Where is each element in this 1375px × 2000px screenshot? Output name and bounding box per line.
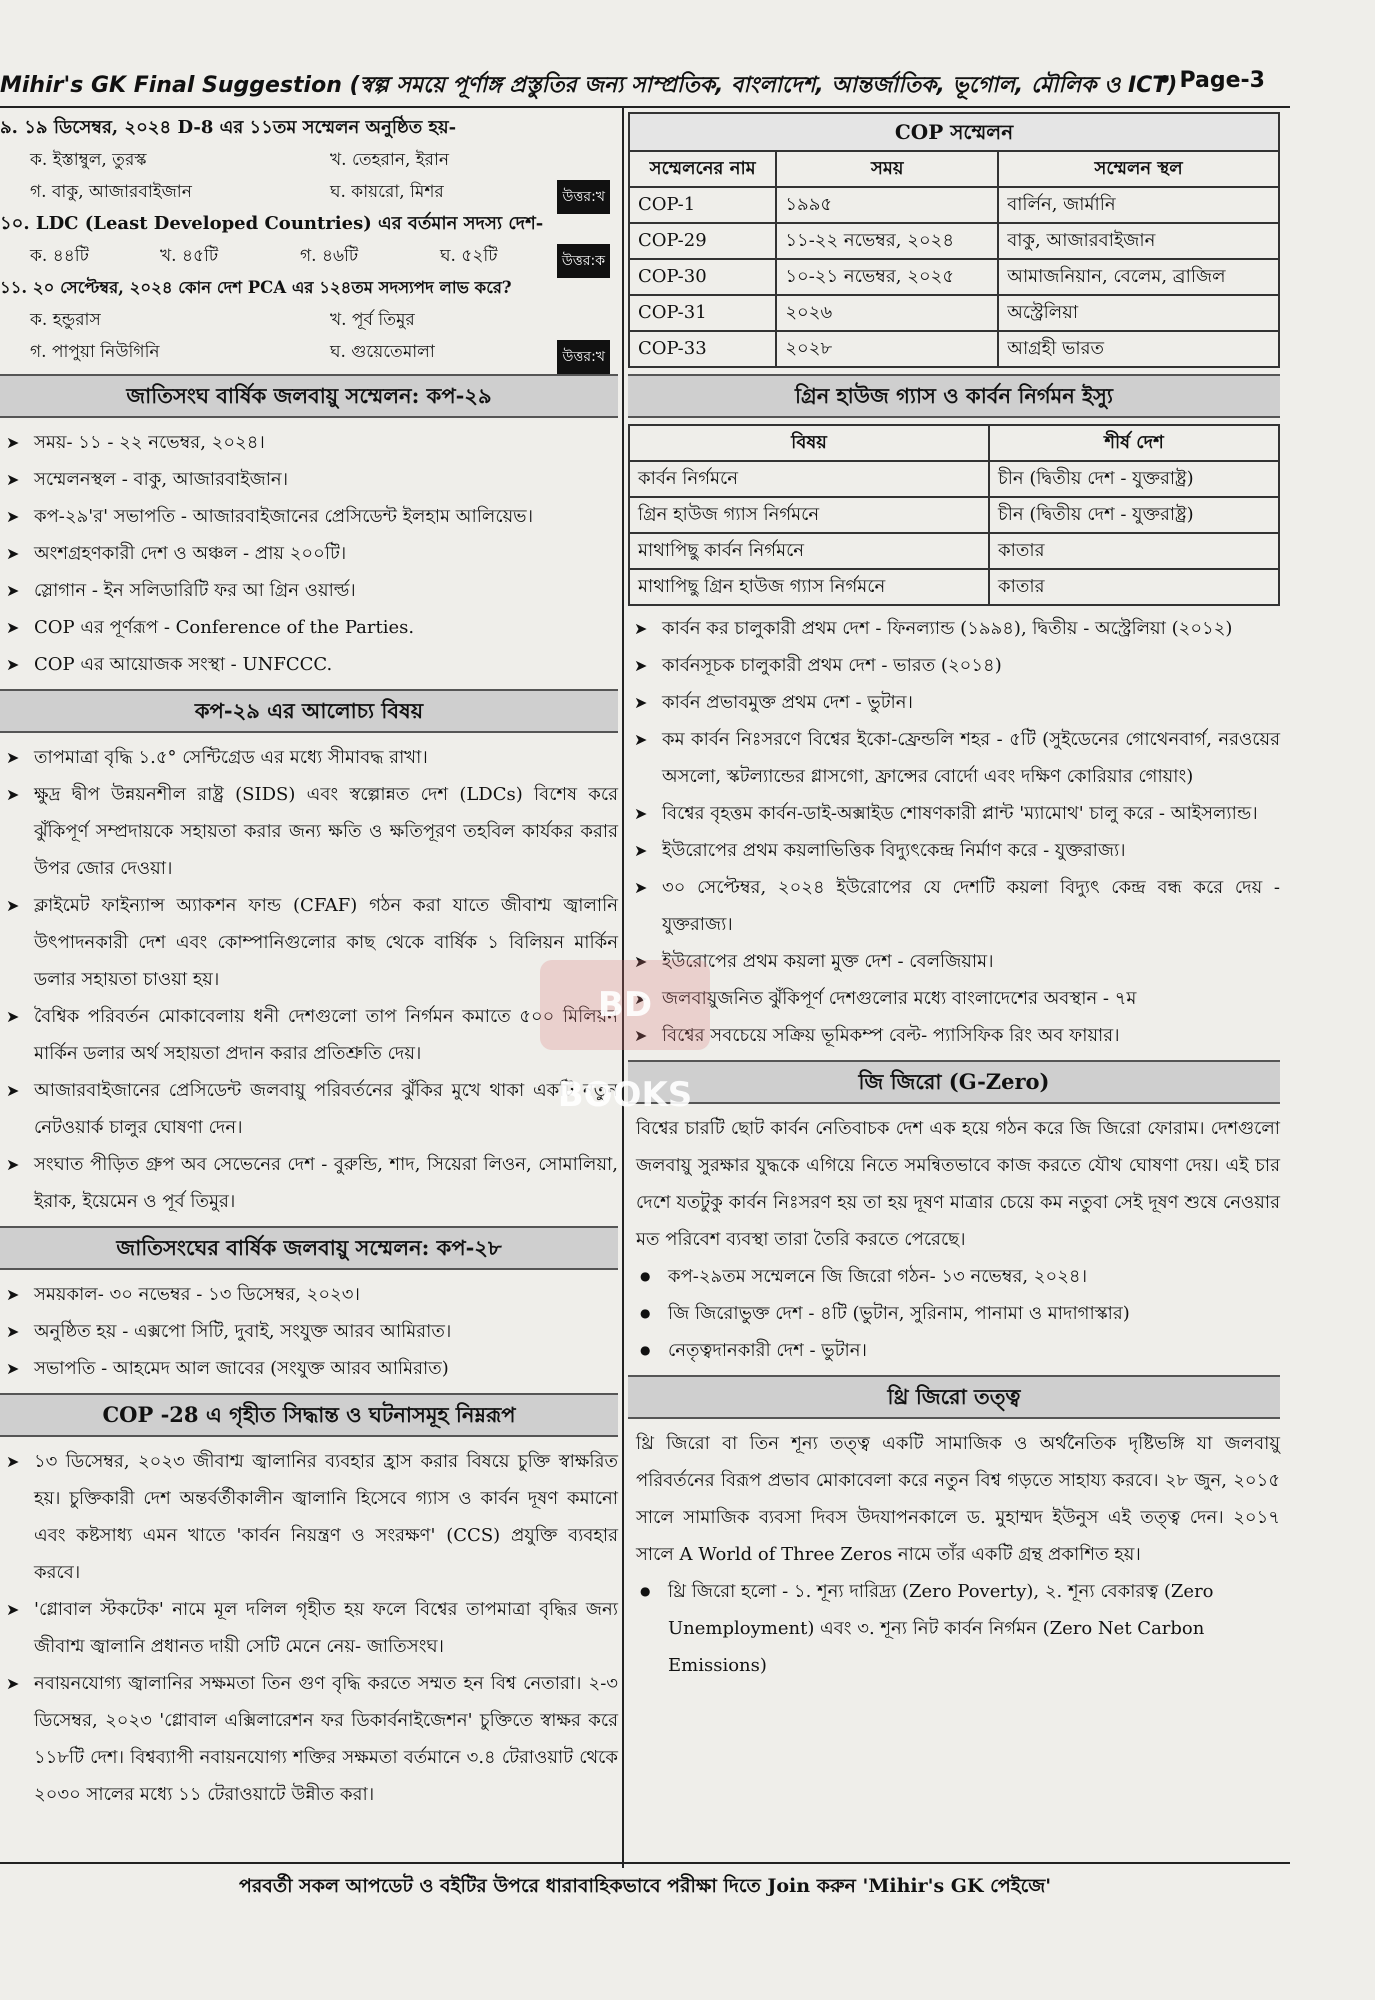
- list-item: ➤ COP এর পূর্ণরূপ - Conference of the Parties.: [0, 609, 618, 646]
- table-header-row: সম্মেলনের নাম সময় সম্মেলন স্থল: [629, 151, 1279, 187]
- list-item: ➤ তাপমাত্রা বৃদ্ধি ১.৫° সেন্টিগ্রেড এর মধ্যে সীমাবদ্ধ রাখা।: [0, 739, 618, 776]
- answer-badge: উত্তর:খ: [557, 340, 610, 374]
- cop-table: [628, 150, 1280, 368]
- answer-badge: উত্তর:ক: [557, 244, 610, 278]
- cop29-list: [0, 424, 618, 683]
- cop-table-title: COP সম্মেলন: [628, 112, 1280, 150]
- table-row: কার্বন নির্গমনে চীন (দ্বিতীয় দেশ - যুক্তরাষ্ট্র): [629, 461, 1279, 497]
- table-row: COP-31 ২০২৬ অস্ট্রেলিয়া: [629, 295, 1279, 331]
- list-item: ➤ ইউরোপের প্রথম কয়লাভিত্তিক বিদ্যুৎকেন্দ্র নির্মাণ করে - যুক্তরাজ্য।: [628, 832, 1280, 869]
- list-item: ➤ ৩০ সেপ্টেম্বর, ২০২৪ ইউরোপের যে দেশটি কয়লা বিদ্যুৎ কেন্দ্র বন্ধ করে দেয় - যুক্তরাজ্য।: [628, 869, 1280, 943]
- list-item: ➤ সময়কাল- ৩০ নভেম্বর - ১৩ ডিসেম্বর, ২০২৩।: [0, 1276, 618, 1313]
- three-zero-heading: থ্রি জিরো তত্ত্ব: [628, 1375, 1280, 1419]
- gzero-list: [628, 1258, 1280, 1369]
- cop28-decisions-list: [0, 1443, 618, 1813]
- list-item: ➤ 'গ্লোবাল স্টকটেক' নামে মূল দলিল গৃহীত হয় ফলে বিশ্বের তাপমাত্রা বৃদ্ধির জন্য জীবাশ্ম জ্বালানি প্রধানত দায়ী সেটি মেনে নেয়- জাতিসংঘ।: [0, 1591, 618, 1665]
- list-item: ➤ সংঘাত পীড়িত গ্রুপ অব সেভেনের দেশ - বুরুন্ডি, শাদ, সিয়েরা লিওন, সোমালিয়া, ইরাক, ইয়েমেন ও পূর্ব তিমুর।: [0, 1146, 618, 1220]
- table-row: গ্রিন হাউজ গ্যাস নির্গমনে চীন (দ্বিতীয় দেশ - যুক্তরাষ্ট্র): [629, 497, 1279, 533]
- cop28-decisions-heading: COP -28 এ গৃহীত সিদ্ধান্ত ও ঘটনাসমূহ নিম্নরূপ: [0, 1393, 618, 1437]
- mcq-block: [0, 112, 618, 368]
- page-header: [0, 68, 1265, 105]
- mcq-question-2: ১০. LDC (Least Developed Countries) এর বর্তমান সদস্য দেশ- ক. ৪৪টি খ. ৪৫টি গ. ৪৬টি ঘ. ৫২টি উত্তর:ক: [0, 208, 618, 272]
- list-item: ➤ সময়- ১১ - ২২ নভেম্বর, ২০২৪।: [0, 424, 618, 461]
- list-item: ➤ ইউরোপের প্রথম কয়লা মুক্ত দেশ - বেলজিয়াম।: [628, 943, 1280, 980]
- carbon-facts-list: [628, 610, 1280, 1054]
- answer-badge: উত্তর:খ: [557, 180, 610, 214]
- list-item: ➤ আজারবাইজানের প্রেসিডেন্ট জলবায়ু পরিবর্তনের ঝুঁকির মুখে থাকা একটি নতুন নেটওয়ার্ক চালুর ঘোষণা দেন।: [0, 1072, 618, 1146]
- cop29-topics-heading: কপ-২৯ এর আলোচ্য বিষয়: [0, 689, 618, 733]
- list-item: ● জি জিরোভুক্ত দেশ - ৪টি (ভুটান, সুরিনাম, পানামা ও মাদাগাস্কার): [628, 1295, 1280, 1332]
- table-row: COP-1 ১৯৯৫ বার্লিন, জার্মানি: [629, 187, 1279, 223]
- list-item: ➤ কার্বন কর চালুকারী প্রথম দেশ - ফিনল্যান্ড (১৯৯৪), দ্বিতীয় - অস্ট্রেলিয়া (২০১২): [628, 610, 1280, 647]
- gzero-paragraph: বিশ্বের চারটি ছোট কার্বন নেতিবাচক দেশ এক হয়ে গঠন করে জি জিরো ফোরাম। দেশগুলো জলবায়ু সুরক্ষার যুদ্ধকে এগিয়ে নিতে সমন্বিতভাবে কাজ করতে যৌথ ঘোষণা দেয়। এই চার দেশে যতটুকু কার্বন নিঃসরণ হয় তা হয় দূষণ মাত্রার চেয়ে কম নতুবা সেই দূষণ শুষে নেওয়ার মত পরিবেশ ব্যবস্থা তারা তৈরি করতে পেরেছে।: [636, 1118, 1280, 1250]
- list-item: ➤ অনুষ্ঠিত হয় - এক্সপো সিটি, দুবাই, সংযুক্ত আরব আমিরাত।: [0, 1313, 618, 1350]
- list-item: ➤ নবায়নযোগ্য জ্বালানির সক্ষমতা তিন গুণ বৃদ্ধি করতে সম্মত হন বিশ্ব নেতারা। ২-৩ ডিসেম্বর, ২০২৩ 'গ্লোবাল এক্সিলারেশন ফর ডিকার্বনাইজেশন' চুক্তিতে স্বাক্ষর করে ১১৮টি দেশ। বিশ্বব্যাপী নবায়নযোগ্য শক্তির সক্ষমতা বর্তমানে ৩.৪ টেরাওয়াট থেকে ২০৩০ সালের মধ্যে ১১ টেরাওয়াটে উন্নীত করা।: [0, 1665, 618, 1813]
- list-item: ➤ কার্বনসূচক চালুকারী প্রথম দেশ - ভারত (২০১৪): [628, 647, 1280, 684]
- table-row: COP-33 ২০২৮ আগ্রহী ভারত: [629, 331, 1279, 367]
- table-row: মাথাপিছু কার্বন নির্গমনে কাতার: [629, 533, 1279, 569]
- list-item: ➤ ক্লাইমেট ফাইন্যান্স অ্যাকশন ফান্ড (CFAF) গঠন করা যাতে জীবাশ্ম জ্বালানি উৎপাদনকারী দেশ এবং কোম্পানিগুলোর কাছ থেকে বার্ষিক ১ বিলিয়ন মার্কিন ডলার সহায়তা চাওয়া হয়।: [0, 887, 618, 998]
- table-row: COP-29 ১১-২২ নভেম্বর, ২০২৪ বাকু, আজারবাইজান: [629, 223, 1279, 259]
- list-item: ➤ সভাপতি - আহমেদ আল জাবের (সংযুক্ত আরব আমিরাত): [0, 1350, 618, 1387]
- list-item: ➤ কার্বন প্রভাবমুক্ত প্রথম দেশ - ভুটান।: [628, 684, 1280, 721]
- list-item: ➤ ১৩ ডিসেম্বর, ২০২৩ জীবাশ্ম জ্বালানির ব্যবহার হ্রাস করার বিষয়ে চুক্তি স্বাক্ষরিত হয়। চুক্তিকারী দেশ অন্তর্বর্তীকালীন জ্বালানি হিসেবে গ্যাস ও কার্বন দূষণ কমানো এবং কষ্টসাধ্য এমন খাতে 'কার্বন নিয়ন্ত্রণ ও সংরক্ষণ' (CCS) প্রযুক্তি ব্যবহার করবে।: [0, 1443, 618, 1591]
- header-rule: [0, 106, 1290, 108]
- list-item: ➤ COP এর আয়োজক সংস্থা - UNFCCC.: [0, 646, 618, 683]
- page-footer: পরবর্তী সকল আপডেট ও বইটির উপরে ধারাবাহিকভাবে পরীক্ষা দিতে Join করুন 'Mihir's GK পেইজে': [0, 1862, 1290, 1908]
- three-zero-paragraph: থ্রি জিরো বা তিন শূন্য তত্ত্ব একটি সামাজিক ও অর্থনৈতিক দৃষ্টিভঙ্গি যা জলবায়ু পরিবর্তনের বিরূপ প্রভাব মোকাবেলা করে নতুন বিশ্ব গড়তে সাহায্য করবে। ২৮ জুন, ২০১৫ সালে সামাজিক ব্যবসা দিবস উদযাপনকালে ড. মুহাম্মদ ইউনুস এই তত্ত্ব দেন। ২০১৭ সালে A World of Three Zeros নামে তাঁর একটি গ্রন্থ প্রকাশিত হয়।: [636, 1433, 1280, 1565]
- watermark-logo: BD BOOKS: [540, 960, 710, 1050]
- cop29-heading: জাতিসংঘ বার্ষিক জলবায়ু সম্মেলন: কপ-২৯: [0, 374, 618, 418]
- cop28-heading: জাতিসংঘের বার্ষিক জলবায়ু সম্মেলন: কপ-২৮: [0, 1226, 618, 1270]
- list-item: ● নেতৃত্বদানকারী দেশ - ভুটান।: [628, 1332, 1280, 1369]
- list-item: ➤ বিশ্বের বৃহত্তম কার্বন-ডাই-অক্সাইড শোষণকারী প্লান্ট 'ম্যামোথ' চালু করে - আইসল্যান্ড।: [628, 795, 1280, 832]
- header-title: Mihir's GK Final Suggestion (স্বল্প সময়ে পূর্ণাঙ্গ প্রস্তুতির জন্য সাম্প্রতিক, বাংলাদেশ, আন্তর্জাতিক, ভূগোল, মৌলিক ও ICT): [0, 73, 1178, 98]
- list-item: ➤ অংশগ্রহণকারী দেশ ও অঞ্চল - প্রায় ২০০টি।: [0, 535, 618, 572]
- cop28-list: [0, 1276, 618, 1387]
- right-column: [628, 112, 1280, 1684]
- page-number: • Page-3: [1157, 68, 1265, 93]
- mcq-question-1: ৯. ১৯ ডিসেম্বর, ২০২৪ D-8 এর ১১তম সম্মেলন অনুষ্ঠিত হয়- ক. ইস্তাম্বুল, তুরস্ক খ. তেহরান, ইরান গ. বাকু, আজারবাইজান ঘ. কায়রো, মিশর উত্তর:খ: [0, 112, 618, 208]
- list-item: ● কপ-২৯তম সম্মেলনে জি জিরো গঠন- ১৩ নভেম্বর, ২০২৪।: [628, 1258, 1280, 1295]
- gzero-heading: জি জিরো (G-Zero): [628, 1060, 1280, 1104]
- list-item: ➤ বৈশ্বিক পরিবর্তন মোকাবেলায় ধনী দেশগুলো তাপ নির্গমন কমাতে ৫০০ মিলিয়ন মার্কিন ডলার অর্থ সহায়তা প্রদান করার প্রতিশ্রুতি দেয়।: [0, 998, 618, 1072]
- list-item: ➤ কম কার্বন নিঃসরণে বিশ্বের ইকো-ফ্রেন্ডলি শহর - ৫টি (সুইডেনের গোথেনবার্গ, নরওয়ের অসলো, স্কটল্যান্ডের গ্লাসগো, ফ্রান্সের বোর্দো এবং দক্ষিণ কোরিয়ার গোয়াং): [628, 721, 1280, 795]
- ghg-heading: গ্রিন হাউজ গ্যাস ও কার্বন নির্গমন ইস্যু: [628, 374, 1280, 418]
- mcq-question-3: ১১. ২০ সেপ্টেম্বর, ২০২৪ কোন দেশ PCA এর ১২৪তম সদস্যপদ লাভ করে? ক. হন্ডুরাস খ. পূর্ব তিমুর গ. পাপুয়া নিউগিনি ঘ. গুয়েতেমালা উত্তর:খ: [0, 272, 618, 368]
- list-item: ➤ কপ-২৯'র' সভাপতি - আজারবাইজানের প্রেসিডেন্ট ইলহাম আলিয়েভ।: [0, 498, 618, 535]
- list-item: ● থ্রি জিরো হলো - ১. শূন্য দারিদ্র্য (Zero Poverty), ২. শূন্য বেকারত্ব (Zero Unemployment) এবং ৩. শূন্য নিট কার্বন নির্গমন (Zero Net Carbon Emissions): [628, 1573, 1280, 1684]
- table-row: মাথাপিছু গ্রিন হাউজ গ্যাস নির্গমনে কাতার: [629, 569, 1279, 605]
- list-item: ➤ ক্ষুদ্র দ্বীপ উন্নয়নশীল রাষ্ট্র (SIDS) এবং স্বল্পোন্নত দেশ (LDCs) বিশেষ করে ঝুঁকিপূর্ণ সম্প্রদায়কে সহায়তা করার জন্য ক্ষতি ও ক্ষতিপূরণ তহবিল কার্যকর করার উপর জোর দেওয়া।: [0, 776, 618, 887]
- table-header-row: বিষয় শীর্ষ দেশ: [629, 425, 1279, 461]
- table-row: COP-30 ১০-২১ নভেম্বর, ২০২৫ আমাজনিয়ান, বেলেম, ব্রাজিল: [629, 259, 1279, 295]
- left-column: [0, 112, 618, 1813]
- list-item: ➤ জলবায়ুজনিত ঝুঁকিপূর্ণ দেশগুলোর মধ্যে বাংলাদেশের অবস্থান - ৭ম: [628, 980, 1280, 1017]
- ghg-table: [628, 424, 1280, 606]
- list-item: ➤ সম্মেলনস্থল - বাকু, আজারবাইজান।: [0, 461, 618, 498]
- list-item: ➤ স্লোগান - ইন সলিডারিটি ফর আ গ্রিন ওয়ার্ল্ড।: [0, 572, 618, 609]
- list-item: ➤ বিশ্বের সবচেয়ে সক্রিয় ভূমিকম্প বেল্ট- প্যাসিফিক রিং অব ফায়ার।: [628, 1017, 1280, 1054]
- cop29-topics-list: [0, 739, 618, 1220]
